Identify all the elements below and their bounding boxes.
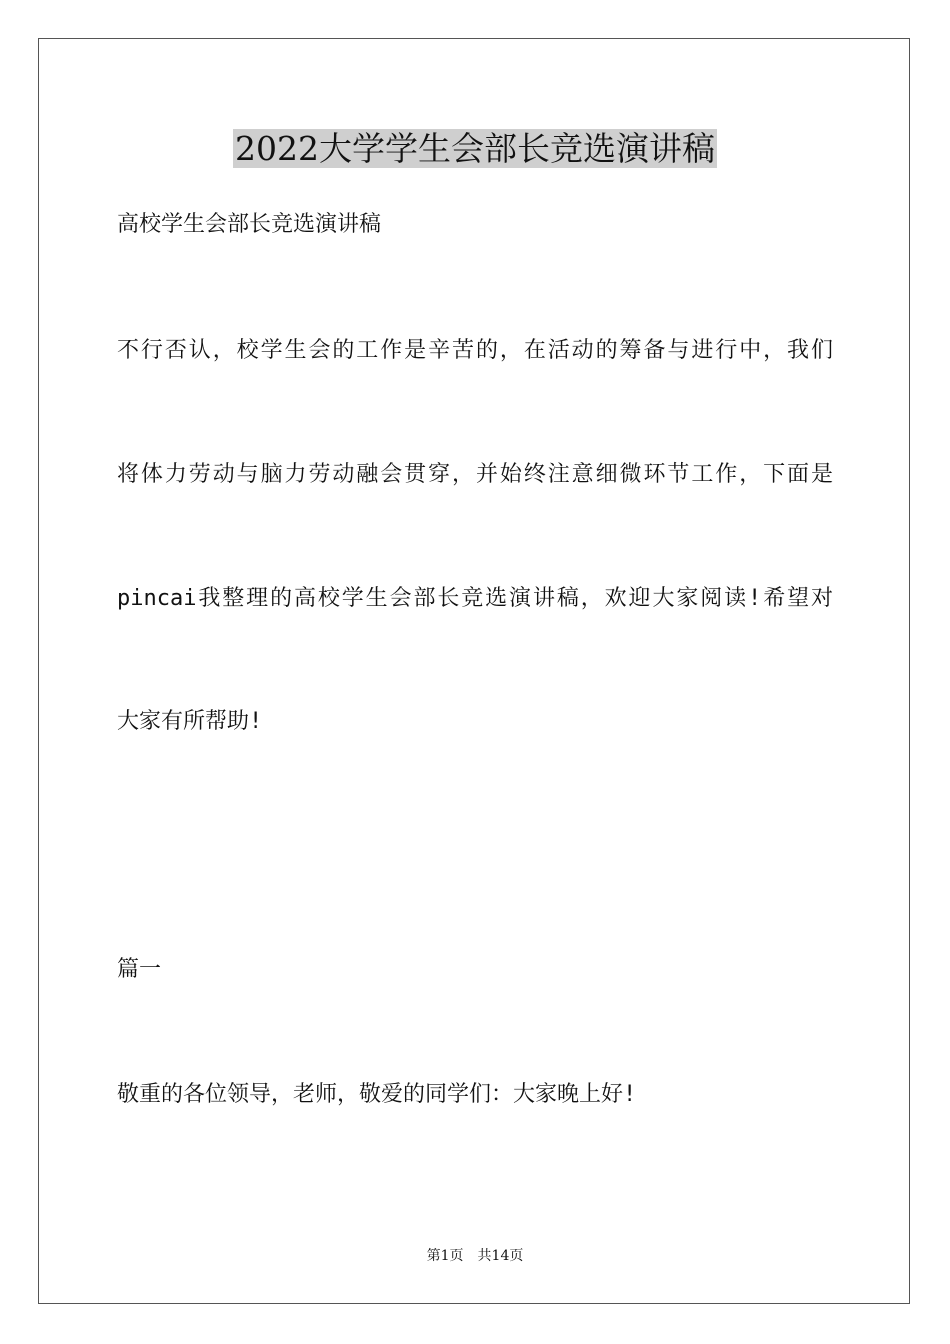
paragraph-line: 将体力劳动与脑力劳动融会贯穿，并始终注意细微环节工作，下面是 bbox=[117, 462, 833, 487]
document-title-text: 2022大学学生会部长竞选演讲稿 bbox=[235, 129, 715, 168]
page-footer bbox=[0, 1247, 950, 1265]
greeting-line: 敬重的各位领导，老师，敬爱的同学们：大家晚上好! bbox=[117, 1082, 637, 1107]
section-heading: 篇一 bbox=[117, 957, 162, 982]
subtitle-line: 高校学生会部长竞选演讲稿 bbox=[117, 212, 382, 237]
paragraph-line: pincai我整理的高校学生会部长竞选演讲稿，欢迎大家阅读!希望对 bbox=[117, 586, 833, 611]
document-title bbox=[0, 126, 950, 172]
page-number-total: 共14页 bbox=[477, 1248, 524, 1264]
page-number-current: 第1页 bbox=[426, 1248, 464, 1264]
paragraph-line: 大家有所帮助! bbox=[117, 709, 263, 734]
paragraph-line: 不行否认，校学生会的工作是辛苦的，在活动的筹备与进行中，我们 bbox=[117, 338, 833, 363]
